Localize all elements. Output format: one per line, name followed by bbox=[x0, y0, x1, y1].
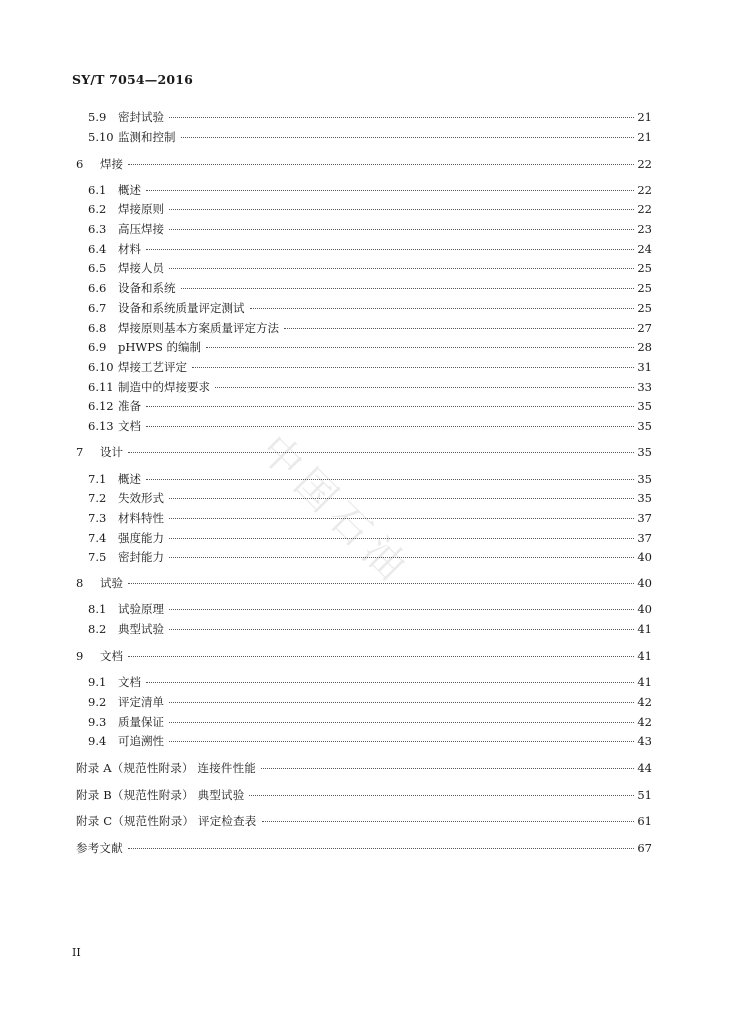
toc-entry-number: 7.5 bbox=[88, 550, 107, 564]
toc-entry-page: 22 bbox=[637, 183, 652, 197]
toc-entry-title: 材料特性 bbox=[118, 511, 164, 525]
toc-leader-dots bbox=[146, 478, 634, 480]
toc-entry-title: 准备 bbox=[118, 399, 141, 413]
toc-leader-dots bbox=[169, 537, 634, 539]
toc-entry-page: 37 bbox=[637, 511, 652, 525]
toc-leader-dots bbox=[169, 497, 634, 499]
toc-entry-title: 高压焊接 bbox=[118, 222, 164, 236]
toc-entry-number: 9 bbox=[76, 649, 84, 663]
toc-entry-page: 22 bbox=[637, 202, 652, 216]
toc-entry-5-10[interactable] bbox=[88, 128, 652, 146]
toc-entry-9-3[interactable] bbox=[88, 713, 652, 731]
toc-entry-number: 6.3 bbox=[88, 222, 107, 236]
toc-entry-title: 概述 bbox=[118, 472, 141, 486]
toc-entry-title: 文档 bbox=[118, 419, 141, 433]
toc-entry-number: 7 bbox=[76, 445, 84, 459]
toc-entry-title: 密封试验 bbox=[118, 110, 164, 124]
toc-entry-page: 25 bbox=[637, 261, 652, 275]
toc-entry-number: 6.6 bbox=[88, 281, 107, 295]
toc-entry-number: 7.4 bbox=[88, 531, 107, 545]
toc-entry-title: 附录 B（规范性附录） 典型试验 bbox=[76, 788, 245, 802]
toc-entry-page: 41 bbox=[637, 622, 652, 636]
toc-entry-title: 试验 bbox=[100, 576, 123, 590]
toc-leader-dots bbox=[128, 847, 634, 849]
toc-entry-7-1[interactable] bbox=[88, 470, 652, 488]
toc-entry-6-5[interactable] bbox=[88, 259, 652, 277]
toc-entry-number: 6.13 bbox=[88, 419, 114, 433]
toc-entry-number: 6.9 bbox=[88, 340, 107, 354]
toc-leader-dots bbox=[128, 451, 634, 453]
toc-leader-dots bbox=[206, 346, 634, 348]
toc-entry-page: 24 bbox=[637, 242, 652, 256]
toc-entry-title: 监测和控制 bbox=[118, 130, 176, 144]
toc-entry-page: 41 bbox=[637, 649, 652, 663]
toc-leader-dots bbox=[249, 794, 634, 796]
watermark-text: 中国石油 bbox=[251, 426, 420, 595]
toc-leader-dots bbox=[146, 248, 634, 250]
toc-leader-dots bbox=[169, 116, 634, 118]
toc-entry-number: 6 bbox=[76, 157, 84, 171]
toc-entry-appendix-b[interactable] bbox=[76, 786, 652, 804]
toc-entry-appendix-a[interactable] bbox=[76, 759, 652, 777]
toc-entry-page: 41 bbox=[637, 675, 652, 689]
toc-entry-number: 9.2 bbox=[88, 695, 107, 709]
toc-entry-title: 文档 bbox=[118, 675, 141, 689]
toc-entry-number: 5.9 bbox=[88, 110, 107, 124]
toc-entry-number: 6.7 bbox=[88, 301, 107, 315]
toc-entry-page: 42 bbox=[637, 695, 652, 709]
toc-entry-title: 制造中的焊接要求 bbox=[118, 380, 210, 394]
toc-leader-dots bbox=[169, 740, 634, 742]
toc-entry-title: 评定清单 bbox=[118, 695, 164, 709]
toc-entry-title: 失效形式 bbox=[118, 491, 164, 505]
toc-entry-page: 21 bbox=[637, 130, 652, 144]
toc-entry-title: 试验原理 bbox=[118, 602, 164, 616]
toc-entry-title: 设备和系统 bbox=[118, 281, 176, 295]
toc-entry-7-4[interactable] bbox=[88, 529, 652, 547]
toc-entry-page: 23 bbox=[637, 222, 652, 236]
toc-leader-dots bbox=[169, 721, 634, 723]
toc-entry-6-2[interactable] bbox=[88, 200, 652, 218]
standard-code-header: SY/T 7054—2016 bbox=[72, 72, 194, 87]
toc-leader-dots bbox=[169, 701, 634, 703]
toc-entry-page: 43 bbox=[637, 734, 652, 748]
toc-entry-title: 参考文献 bbox=[76, 841, 123, 855]
toc-entry-page: 35 bbox=[637, 472, 652, 486]
toc-entry-7[interactable] bbox=[76, 443, 652, 461]
toc-entry-page: 35 bbox=[637, 399, 652, 413]
toc-entry-title: 质量保证 bbox=[118, 715, 164, 729]
toc-entry-6-4[interactable] bbox=[88, 240, 652, 258]
toc-entry-7-3[interactable] bbox=[88, 509, 652, 527]
toc-entry-references[interactable] bbox=[76, 839, 652, 857]
toc-entry-6-1[interactable] bbox=[88, 181, 652, 199]
toc-entry-page: 35 bbox=[637, 445, 652, 459]
toc-leader-dots bbox=[146, 681, 634, 683]
toc-entry-number: 9.3 bbox=[88, 715, 107, 729]
toc-entry-8-2[interactable] bbox=[88, 620, 652, 638]
toc-leader-dots bbox=[128, 655, 634, 657]
toc-leader-dots bbox=[146, 405, 634, 407]
toc-entry-page: 40 bbox=[637, 576, 652, 590]
toc-entry-6-8[interactable] bbox=[88, 319, 652, 337]
toc-leader-dots bbox=[169, 628, 634, 630]
toc-entry-title: 典型试验 bbox=[118, 622, 164, 636]
toc-entry-9-1[interactable] bbox=[88, 673, 652, 691]
toc-entry-number: 8.1 bbox=[88, 602, 107, 616]
toc-entry-number: 9.1 bbox=[88, 675, 107, 689]
toc-leader-dots bbox=[181, 136, 635, 138]
toc-entry-title: 焊接原则 bbox=[118, 202, 164, 216]
toc-entry-title: 材料 bbox=[118, 242, 141, 256]
toc-entry-title: 文档 bbox=[100, 649, 123, 663]
toc-entry-6-10[interactable] bbox=[88, 358, 652, 376]
toc-leader-dots bbox=[128, 582, 634, 584]
toc-entry-number: 6.1 bbox=[88, 183, 107, 197]
toc-entry-6-11[interactable] bbox=[88, 378, 652, 396]
toc-entry-9-2[interactable] bbox=[88, 693, 652, 711]
toc-entry-page: 25 bbox=[637, 281, 652, 295]
toc-entry-6-3[interactable] bbox=[88, 220, 652, 238]
toc-entry-title: 焊接工艺评定 bbox=[118, 360, 187, 374]
toc-entry-page: 37 bbox=[637, 531, 652, 545]
toc-entry-number: 6.12 bbox=[88, 399, 114, 413]
toc-leader-dots bbox=[169, 608, 634, 610]
toc-entry-6-7[interactable] bbox=[88, 299, 652, 317]
toc-leader-dots bbox=[215, 386, 634, 388]
toc-entry-6-12[interactable] bbox=[88, 397, 652, 415]
toc-entry-9-4[interactable] bbox=[88, 732, 652, 750]
toc-entry-page: 27 bbox=[637, 321, 652, 335]
toc-entry-title: 附录 C（规范性附录） 评定检查表 bbox=[76, 814, 257, 828]
toc-entry-number: 8.2 bbox=[88, 622, 107, 636]
toc-entry-title: 密封能力 bbox=[118, 550, 164, 564]
toc-entry-title: 焊接原则基本方案质量评定方法 bbox=[118, 321, 279, 335]
toc-leader-dots bbox=[146, 189, 634, 191]
toc-entry-8-1[interactable] bbox=[88, 600, 652, 618]
toc-leader-dots bbox=[250, 307, 635, 309]
toc-entry-5-9[interactable] bbox=[88, 108, 652, 126]
toc-entry-title: 附录 A（规范性附录） 连接件性能 bbox=[76, 761, 257, 775]
toc-entry-page: 35 bbox=[637, 419, 652, 433]
toc-entry-number: 9.4 bbox=[88, 734, 107, 748]
toc-entry-number: 8 bbox=[76, 576, 84, 590]
toc-entry-page: 42 bbox=[637, 715, 652, 729]
toc-entry-number: 7.1 bbox=[88, 472, 107, 486]
toc-entry-number: 6.4 bbox=[88, 242, 107, 256]
toc-entry-number: 7.2 bbox=[88, 491, 107, 505]
toc-entry-page: 61 bbox=[637, 814, 652, 828]
toc-entry-number: 6.2 bbox=[88, 202, 107, 216]
toc-leader-dots bbox=[181, 287, 635, 289]
toc-entry-6-9[interactable] bbox=[88, 338, 652, 356]
toc-entry-number: 5.10 bbox=[88, 130, 114, 144]
toc-entry-6-13[interactable] bbox=[88, 417, 652, 435]
toc-entry-title: 强度能力 bbox=[118, 531, 164, 545]
toc-leader-dots bbox=[169, 228, 634, 230]
toc-entry-7-2[interactable] bbox=[88, 489, 652, 507]
toc-leader-dots bbox=[284, 327, 634, 329]
toc-entry-number: 6.8 bbox=[88, 321, 107, 335]
toc-entry-6[interactable] bbox=[76, 155, 652, 173]
toc-entry-page: 22 bbox=[637, 157, 652, 171]
toc-entry-title: 概述 bbox=[118, 183, 141, 197]
toc-entry-page: 33 bbox=[637, 380, 652, 394]
toc-entry-number: 7.3 bbox=[88, 511, 107, 525]
toc-entry-page: 31 bbox=[637, 360, 652, 374]
toc-leader-dots bbox=[261, 767, 634, 769]
toc-entry-page: 28 bbox=[637, 340, 652, 354]
toc-leader-dots bbox=[192, 366, 634, 368]
toc-leader-dots bbox=[169, 208, 634, 210]
toc-entry-title: 焊接人员 bbox=[118, 261, 164, 275]
toc-entry-6-6[interactable] bbox=[88, 279, 652, 297]
toc-entry-number: 6.10 bbox=[88, 360, 114, 374]
toc-leader-dots bbox=[128, 163, 634, 165]
toc-entry-number: 6.5 bbox=[88, 261, 107, 275]
toc-leader-dots bbox=[146, 425, 634, 427]
toc-entry-title: pHWPS 的编制 bbox=[118, 340, 201, 354]
toc-entry-title: 焊接 bbox=[100, 157, 123, 171]
toc-entry-page: 44 bbox=[637, 761, 652, 775]
toc-entry-page: 35 bbox=[637, 491, 652, 505]
toc-entry-page: 67 bbox=[637, 841, 652, 855]
toc-entry-appendix-c[interactable] bbox=[76, 812, 652, 830]
toc-entry-page: 21 bbox=[637, 110, 652, 124]
page-number-footer: II bbox=[72, 946, 81, 959]
toc-entry-page: 51 bbox=[637, 788, 652, 802]
toc-entry-number: 6.11 bbox=[88, 380, 114, 394]
toc-entry-page: 40 bbox=[637, 550, 652, 564]
toc-entry-title: 设备和系统质量评定测试 bbox=[118, 301, 245, 315]
toc-leader-dots bbox=[262, 820, 634, 822]
toc-entry-7-5[interactable] bbox=[88, 548, 652, 566]
toc-entry-8[interactable] bbox=[76, 574, 652, 592]
toc-leader-dots bbox=[169, 556, 634, 558]
toc-entry-title: 可追溯性 bbox=[118, 734, 164, 748]
toc-entry-title: 设计 bbox=[100, 445, 123, 459]
toc-entry-9[interactable] bbox=[76, 647, 652, 665]
toc-entry-page: 25 bbox=[637, 301, 652, 315]
toc-leader-dots bbox=[169, 517, 634, 519]
toc-leader-dots bbox=[169, 267, 634, 269]
toc-entry-page: 40 bbox=[637, 602, 652, 616]
